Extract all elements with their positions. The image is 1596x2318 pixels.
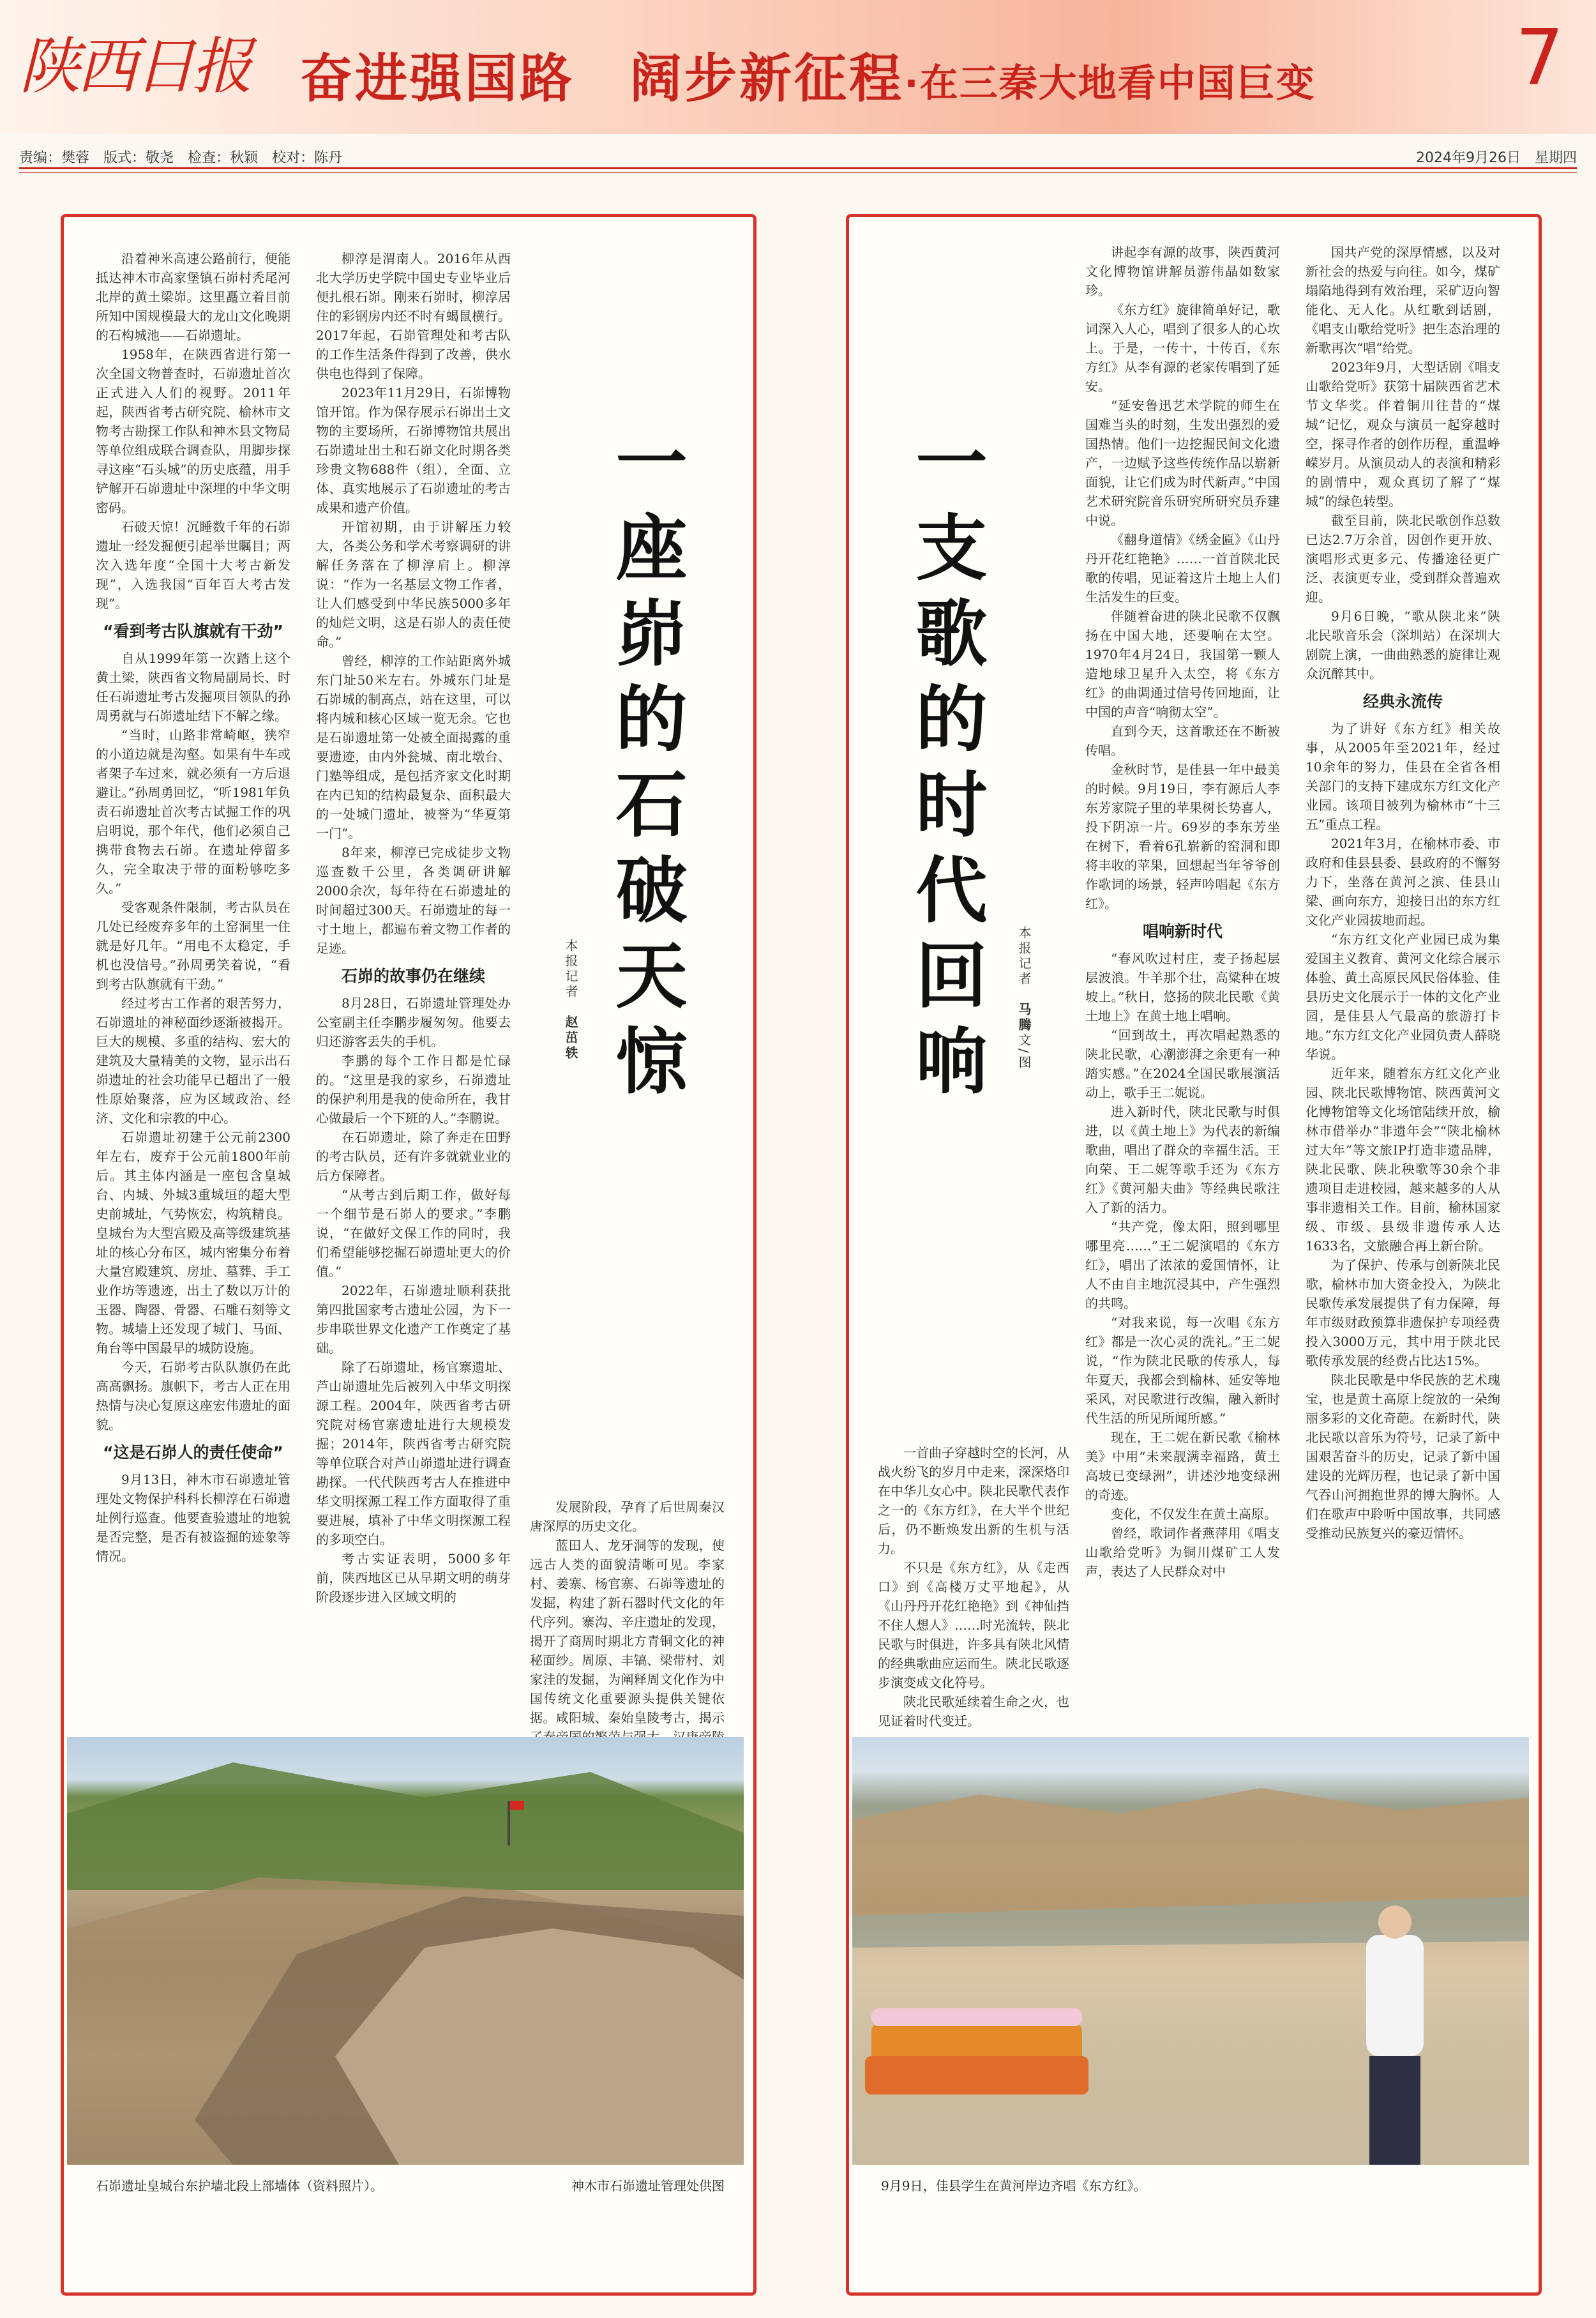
paragraph: 金秋时节，是佳县一年中最美的时候。9月19日，李有源后人李东芳家院子里的苹果树长势喜人，投下阴凉一片。69岁的李东芳坐在树下，看着6孔崭新的窑洞和即将丰收的苹果，回想起当年爷爷创作歌词的场景，轻声吟唱起《东方红》。 (1085, 762, 1280, 911)
paragraph: “从考古到后期工作，做好每一个细节是石峁人的要求。”李鹏说，“在做好文保工作的同时，我们希望能够挖掘石峁遗址更大的价值。” (316, 1187, 511, 1279)
paragraph: 伴随着奋进的陕北民歌不仅飘扬在中国大地，还要响在太空。1970年4月24日，我国第一颗人造地球卫星升入太空，将《东方红》的曲调通过信号传回地面，让中国的声音“响彻太空”。 (1085, 609, 1280, 720)
paragraph: 《翻身道情》《绣金匾》《山丹丹开花红艳艳》……一首首陕北民歌的传唱，见证着这片土地上人们生活发生的巨变。 (1085, 532, 1280, 605)
paragraph: 近年来，随着东方红文化产业园、陕北民歌博物馆、陕西黄河文化博物馆等文化场馆陆续开放，榆林市借举办“非遗年会”“陕北榆林过大年”等文旅IP打造非遗品牌，陕北民歌、陕北秧歌等30余个非遗项目走进校园，越来越多的人从事非遗相关工作。目前，榆林国家级、市级、县级非遗传承人达1633名，文旅融合再上新台阶。 (1306, 1066, 1500, 1254)
site-photo (67, 1737, 744, 2165)
paragraph: “回到故土，再次唱起熟悉的陕北民歌，心潮澎湃之余更有一种踏实感。”在2024全国民歌展演活动上，歌手王二妮说。 (1085, 1027, 1280, 1100)
paragraph: “共产党，像太阳，照到哪里哪里亮……”王二妮演唱的《东方红》，唱出了浓浓的爱国情怀，让人不由自主地沉浸其中，产生强烈的共鸣。 (1085, 1219, 1280, 1311)
paragraph: 蓝田人、龙牙洞等的发现，使远古人类的面貌清晰可见。李家村、姜寨、杨官寨、石峁等遗址的发掘，构建了新石器时代文化的年代序列。寨沟、辛庄遗址的发现，揭开了商周时期北方青铜文化的神秘面纱。周原、丰镐、梁带村、刘家洼的发掘，为阐释周文化作为中国传统文化重要源头提供关键依据。咸阳城、秦始皇陵考古，揭示 (530, 1538, 725, 1725)
page-banner (300, 37, 1316, 112)
paragraph: 为了保护、传承与创新陕北民歌，榆林市加大资金投入，为陕北民歌传承发展提供了有力保障，每年市级财政预算非遗保护专项经费投入3000万元，其中用于陕北民歌传承发展的经费占比达15%。 (1306, 1257, 1500, 1368)
paragraph: 经过考古工作者的艰苦努力，石峁遗址的神秘面纱逐渐被揭开。巨大的规模、多重的结构、宏大的建筑及大量精美的文物，显示出石峁遗址的社会功能早已超出了一般性原始聚落，应为区域政治、经济、文化和宗教的中心。 (96, 996, 290, 1126)
paragraph: 今天，石峁考古队队旗仍在此高高飘扬。旗帜下，考古人正在用热情与决心复原这座宏伟遗址的面貌。 (96, 1360, 290, 1432)
paragraph: “对我来说，每一次唱《东方红》都是一次心灵的洗礼。”王二妮说，“作为陕北民歌的传承人，每年夏天，我都会到榆林、延安等地采风，对民歌进行改编，融入新时代生活的所见所闻所感。” (1085, 1315, 1280, 1426)
paragraph: 9月6日晚，“歌从陕北来”陕北民歌音乐会（深圳站）在深圳大剧院上演，一曲曲熟悉的旋律让观众沉醉其中。 (1306, 609, 1500, 681)
paragraph: 发展阶段，孕育了后世周秦汉唐深厚的历史文化。 (530, 1499, 725, 1534)
paragraph: 国共产党的深厚情感，以及对新社会的热爱与向往。如今，煤矿塌陷地得到有效治理，采矿迈向智能化、无人化。从红歌到话剧，《唱支山歌给党听》把生态治理的新歌再次“唱”给党。 (1306, 245, 1500, 356)
paragraph: 陕北民歌是中华民族的艺术瑰宝，也是黄土高原上绽放的一朵绚丽多彩的文化奇葩。在新时代，陕北民歌以音乐为符号，记录了新中国艰苦奋斗的历史，记录了新中国建设的光辉历程，也记录了新中国气吞山河拥抱世界的博大胸怀。人们在歌声中聆听中国故事，共同感受推动民族复兴的豪迈情怀。 (1306, 1372, 1500, 1541)
paragraph: 在石峁遗址，除了奔走在田野的考古队员，还有许多就就业业的后方保障者。 (316, 1130, 511, 1183)
paragraph: 受客观条件限制，考古队员在几处已经废弃多年的土窑洞里一住就是好几年。“用电不太稳定，手机也没信号。”孙周勇笑着说，“看到考古队旗就有干劲。” (96, 900, 290, 992)
paragraph: 2023年11月29日，石峁博物馆开馆。作为保存展示石峁出土文物的主要场所，石峁博物馆共展出石峁遗址出土和石峁文化时期各类珍贵文物688件（组），全面、立体、真实地展示了石峁遗址的考古成果和遗产价值。 (316, 385, 511, 515)
right-article-col2 (1085, 243, 1280, 1852)
editors-line: 责编：樊蓉 版式：敬尧 检查：秋颖 校对：陈丹 (19, 150, 343, 166)
section-heading: “看到考古队旗就有干劲” (103, 622, 283, 640)
students-photo (852, 1737, 1529, 2165)
banner-main: 奋进强国路 阔步新征程 (300, 49, 905, 109)
paragraph: 讲起李有源的故事，陕西黄河文化博物馆讲解员游伟晶如数家珍。 (1085, 245, 1280, 298)
paragraph: 考古实证表明，5000多年前，陕西地区已从早期文明的萌芽阶段逐步进入区域文明的 (316, 1551, 511, 1605)
newspaper-logo: 陕西日报 (19, 31, 249, 102)
wall-illustration (67, 1737, 744, 2165)
paragraph: 8月28日，石峁遗址管理处办公室副主任李鹏步履匆匆。他要去归还游客丢失的手机。 (316, 996, 511, 1049)
issue-date: 2024年9月26日 星期四 (1416, 150, 1577, 166)
paragraph: 石峁遗址初建于公元前2300年左右，废弃于公元前1800年前后。其主体内涵是一座包含皇城台、内城、外城3重城垣的超大型史前城址，气势恢宏，构筑精良。皇城台为大型宫殿及高等级建筑基址的核心分布区，城内密集分布着大量宫殿建筑、房址、墓葬、手工业作坊等遗迹，出土了数以万计的玉器、陶器、骨器、石雕石刻等文物。城墙上还发现了城门、马面、角台等中国最早的城防设施。 (96, 1130, 290, 1356)
right-article-col3 (1306, 243, 1500, 1852)
paragraph: 石破天惊！沉睡数千年的石峁遗址一经发掘便引起举世瞩目；两次入选年度“全国十大考古新发现”，入选我国“百年百大考古发现”。 (96, 519, 290, 611)
paragraph: 曾经，柳淳的工作站距离外城东门址50米左右。外城东门址是石峁城的制高点，站在这里，可以将内城和核心区域一览无余。它也是石峁遗址第一处被全面揭露的重要遗迹，由内外瓮城、南北墩台、门塾等组成，是包括齐家文化时期在内已知的结构最复杂、面积最大的一处城门遗址，被誉为“华夏第一门”。 (316, 653, 511, 841)
paragraph: “春风吹过村庄，麦子扬起层层波浪。牛羊那个壮，高粱种在坡坡上。”秋日，悠扬的陕北民歌《黄土地上》在黄土地上唱响。 (1085, 951, 1280, 1024)
paragraph: “当时，山路非常崎岖，狭窄的小道边就是沟壑。如果有牛车或者架子车过来，就必须有一方后退避让。”孙周勇回忆，“听1981年负责石峁遗址首次考古试掘工作的巩启明说，那个年代，他们必须自己携带食物去石峁。在遗址停留多久，完全取决于带的面粉够吃多久。” (96, 727, 290, 896)
paragraph: 2021年3月，在榆林市委、市政府和佳县县委、县政府的不懈努力下，坐落在黄河之滨、佳县山梁、画向东方，迎接日出的东方红文化产业园拔地而起。 (1306, 836, 1500, 928)
left-article-byline (562, 939, 580, 1061)
banner-sub: ·在三秦大地看中国巨变 (904, 61, 1316, 106)
paragraph: 柳淳是渭南人。2016年从西北大学历史学院中国史专业毕业后便扎根石峁。刚来石峁时，柳淳居住的彩钢房内还不时有蝎鼠横行。2017年起，石峁管理处和考古队的工作生活条件得到了改善，供水供电也得到了保障。 (316, 251, 511, 381)
paragraph: 为了讲好《东方红》相关故事，从2005年至2021年，经过10余年的努力，佳县在全省各相关部门的支持下建成东方红文化产业园。该项目被列为榆林市“十三五”重点工程。 (1306, 721, 1500, 832)
right-article-byline (1015, 926, 1034, 1071)
paragraph: 进入新时代，陕北民歌与时俱进，以《黄土地上》为代表的新编歌曲，唱出了群众的幸福生活。王向荣、王二妮等歌手还为《东方红》《黄河船夫曲》等经典民歌注入了新的活力。 (1085, 1104, 1280, 1215)
masthead (0, 0, 1596, 134)
paragraph: 陕北民歌延续着生命之火，也见证着时代变迁。 (878, 1694, 1069, 1729)
paragraph: 《东方红》旋律简单好记，歌词深入人心，唱到了很多人的心坎上。于是，一传十，十传百，《东方红》从李有源的老家传唱到了延安。 (1085, 302, 1280, 394)
page-number: 7 (1515, 14, 1564, 103)
paragraph: “东方红文化产业园已成为集爱国主义教育、黄河文化综合展示体验、黄土高原民风民俗体验、佳县历史文化展示于一体的文化产业园，是佳县人气最高的旅游打卡地。”东方红文化产业园负责人薛晓华说。 (1306, 932, 1500, 1062)
paragraph: 1958年，在陕西省进行第一次全国文物普查时，石峁遗址首次正式进入人们的视野。2011年起，陕西省考古研究院、榆林市文物考古勘探工作队和神木县文物局等单位组成联合调查队，用脚步探寻这座“石头城”的历史底蕴，用手铲解开石峁遗址中深埋的中华文明密码。 (96, 347, 290, 515)
byline-suffix: 文/图 (1016, 1033, 1032, 1071)
paragraph: 2022年，石峁遗址顺利获批第四批国家考古遗址公园，为下一步串联世界文化遗产工作奠定了基础。 (316, 1283, 511, 1356)
section-heading: “这是石峁人的责任使命” (103, 1443, 283, 1462)
byline-label: 本报记者 (563, 939, 578, 1000)
header-divider (19, 172, 1577, 173)
section-heading: 石峁的故事仍在继续 (341, 967, 485, 985)
paragraph: 李鹏的每个工作日都是忙碌的。“这里是我的家乡，石峁遗址的保护利用是我的使命所在，我甘心做最后一个下班的人。”李鹏说。 (316, 1053, 511, 1126)
paragraph: 8年来，柳淳已完成徒步文物巡查数千公里，各类调研讲解2000余次，每年待在石峁遗址的时间超过300天。石峁遗址的每一寸土地上，都遍布着文物工作者的足迹。 (316, 845, 511, 956)
byline-name: 赵茁轶 (563, 1015, 578, 1061)
paragraph: 沿着神米高速公路前行，便能抵达神木市高家堡镇石峁村秃尾河北岸的黄土梁峁。这里矗立着目前所知中国规模最大的龙山文化晚期的石构城池——石峁遗址。 (96, 251, 290, 343)
paragraph: 直到今天，这首歌还在不断被传唱。 (1085, 723, 1280, 758)
paragraph: “延安鲁迅艺术学院的师生在国难当头的时刻，生发出强烈的爱国热情。他们一边挖掘民间文化遗产，一边赋予这些传统作品以崭新面貌，让它们成为时代新声。”中国艺术研究院音乐研究所研究员乔建中说。 (1085, 398, 1280, 528)
paragraph: 9月13日，神木市石峁遗址管理处文物保护科科长柳淳在石峁遗址例行巡查。他要查验遗址的地貌是否完整，是否有被盗掘的迹象等情况。 (96, 1472, 290, 1564)
info-bar (19, 144, 1577, 169)
section-heading: 经典永流传 (1362, 692, 1443, 711)
left-photo-credit: 神木市石峁遗址管理处供图 (571, 2178, 725, 2193)
riverbank-illustration (852, 1737, 1529, 2165)
paragraph: 现在，王二妮在新民歌《榆林美》中用“未来靓满幸福路，黄土高坡已变绿洲”，讲述沙地变绿洲的奇迹。 (1085, 1430, 1280, 1503)
section-heading: 唱响新时代 (1142, 922, 1223, 941)
right-article-title: 一支歌的时代回响 (904, 425, 987, 1109)
left-photo-caption: 石峁遗址皇城台东护墙北段上部墙体（资料照片）。 (96, 2178, 383, 2193)
paragraph: 自从1999年第一次踏上这个黄土梁，陕西省文物局副局长、时任石峁遗址考古发掘项目领队的孙周勇就与石峁遗址结下不解之缘。 (96, 651, 290, 723)
paragraph: 曾经，歌词作者燕萍用《唱支山歌给党听》为铜川煤矿工人发声，表达了人民群众对中 (1085, 1526, 1280, 1579)
paragraph: 截至目前，陕北民歌创作总数已达2.7万余首，因创作更开放、演唱形式更多元、传播途径更广泛、表演更专业，受到群众普遍欢迎。 (1306, 513, 1500, 605)
paragraph: 除了石峁遗址，杨官寨遗址、芦山峁遗址先后被列入中华文明探源工程。2004年，陕西省考古研究院对杨官寨遗址进行大规模发掘；2014年，陕西省考古研究院等单位联合对芦山峁遗址进行调查勘探。一代代陕西考古人在推进中华文明探源工程工作方面取得了重要进展，填补了中华文明探源工程的多项空白。 (316, 1360, 511, 1547)
byline-name: 马腾 (1016, 1003, 1032, 1033)
paragraph: 变化，不仅发生在黄土高原。 (1111, 1506, 1277, 1522)
paragraph: 开馆初期，由于讲解压力较大，各类公务和学术考察调研的讲解任务落在了柳淳肩上。柳淳说：“作为一名基层文物工作者，让人们感受到中华民族5000多年的灿烂文明，这是石峁人的责任使命。” (316, 519, 511, 649)
left-article-title: 一座峁的石破天惊 (604, 425, 687, 1109)
byline-label: 本报记者 (1016, 926, 1032, 987)
paragraph: 不只是《东方红》，从《走西口》到《高楼万丈平地起》，从《山丹丹开花红艳艳》到《神仙挡不住人想人》……时光流转，陕北民歌与时俱进，许多具有陕北风情的经典歌曲应运而生。陕北民歌逐步演变成文化符号。 (878, 1560, 1069, 1690)
paragraph: 一首曲子穿越时空的长河，从战火纷飞的岁月中走来，深深烙印在中华儿女心中。陕北民歌代表作之一的《东方红》，在大半个世纪后，仍不断焕发出新的生机与活力。 (878, 1445, 1069, 1556)
paragraph: 2023年9月，大型话剧《唱支山歌给党听》获第十届陕西省艺术节文华奖。伴着铜川往昔的“煤城”记忆，观众与演员一起穿越时空，探寻作者的创作历程，重温峥嵘岁月。从演员动人的表演和精彩的剧情中，观众真切了解了“煤城”的绿色转型。 (1306, 360, 1500, 509)
right-photo-caption: 9月9日，佳县学生在黄河岸边齐唱《东方红》。 (881, 2178, 1147, 2193)
